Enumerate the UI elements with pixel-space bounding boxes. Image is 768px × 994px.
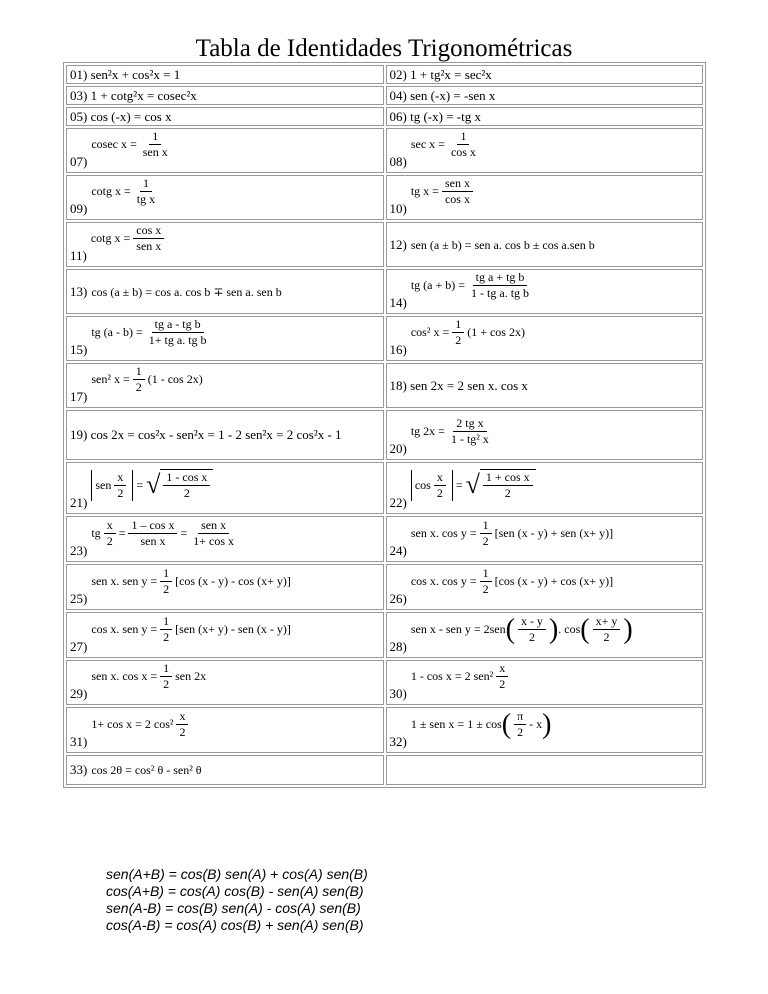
identity-20: 20) tg 2x = $\frac{\text{2 tg x}}{\text{1 - tg² x}}$ [386, 410, 704, 460]
identity-02: 02) 1 + tg²x = sec²x [386, 65, 704, 84]
identity-14: 14) tg (a + b) = $\frac{\text{tg a + tg b}}{\text{1 - tg a. tg b}}$ [386, 269, 704, 314]
note-line: cos(A-B) = cos(A) cos(B) + sen(A) sen(B) [106, 917, 364, 933]
empty-cell [386, 755, 704, 785]
identity-24: 24) sen x. cos y = $\frac{1}{2}$ [sen (x - y) + sen (x+ y)] [386, 516, 704, 562]
note-line: sen(A-B) = cos(B) sen(A) - cos(A) sen(B) [106, 900, 361, 916]
sum-formulas-notes [106, 866, 368, 934]
identity-32: 32) 1 ± sen x = 1 ± cos ( $\frac{\pi}{2}$ - x ) [386, 707, 704, 753]
page-title: Tabla de Identidades Trigonométricas [195, 35, 573, 62]
identity-10: 10) tg x = $\frac{\text{sen x}}{\text{cos x}}$ [386, 175, 704, 220]
identity-16: 16) cos² x = $\frac{1}{2}$ (1 + cos 2x) [386, 316, 704, 361]
identity-07: 07) cosec x = $\frac{1}{\text{sen x}}$ [66, 128, 384, 173]
identity-27: 27) cos x. sen y = $\frac{1}{2}$ [sen (x+ y) - sen (x - y)] [66, 612, 384, 658]
identity-05: 05) cos (-x) = cos x [66, 107, 384, 126]
identity-23: 23) tg $\frac{x}{2}$ = $\frac{\text{1 – cos x}}{\text{sen x}}$ = $\frac{\text{sen x}}{\text{1+ cos x}}$ [66, 516, 384, 562]
identity-01: 01) sen²x + cos²x = 1 [66, 65, 384, 84]
identity-28: 28) sen x - sen y = 2sen ( $\frac{x - y}{2}$ ) . cos ( $\frac{x+ y}{2}$ ) [386, 612, 704, 658]
identity-33: 33) cos 2θ = cos² θ - sen² θ [66, 755, 384, 785]
identity-21: 21) sen $\frac{x}{2}$ = √ $\frac{\text{1 - cos x}}{2}$ [66, 462, 384, 514]
identity-17: 17) sen² x = $\frac{1}{2}$ (1 - cos 2x) [66, 363, 384, 408]
identity-08: 08) sec x = $\frac{1}{\text{cos x}}$ [386, 128, 704, 173]
identity-30: 30) 1 - cos x = 2 sen² $\frac{x}{2}$ [386, 660, 704, 705]
identity-31: 31) 1+ cos x = 2 cos² $\frac{x}{2}$ [66, 707, 384, 753]
identity-09: 09) cotg x = $\frac{1}{\text{tg x}}$ [66, 175, 384, 220]
identity-29: 29) sen x. cos x = $\frac{1}{2}$ sen 2x [66, 660, 384, 705]
identity-11: 11) cotg x = $\frac{\text{cos x}}{\text{sen x}}$ [66, 222, 384, 267]
identity-03: 03) 1 + cotg²x = cosec²x [66, 86, 384, 105]
identity-22: 22) cos $\frac{x}{2}$ = √ $\frac{\text{1 + cos x}}{2}$ [386, 462, 704, 514]
identities-table [63, 62, 706, 788]
note-line: cos(A+B) = cos(A) cos(B) - sen(A) sen(B) [106, 883, 364, 899]
identity-06: 06) tg (-x) = -tg x [386, 107, 704, 126]
identity-26: 26) cos x. cos y = $\frac{1}{2}$ [cos (x - y) + cos (x+ y)] [386, 564, 704, 610]
note-line: sen(A+B) = cos(B) sen(A) + cos(A) sen(B) [106, 866, 368, 882]
identity-04: 04) sen (-x) = -sen x [386, 86, 704, 105]
identity-25: 25) sen x. sen y = $\frac{1}{2}$ [cos (x - y) - cos (x+ y)] [66, 564, 384, 610]
identity-18: 18) sen 2x = 2 sen x. cos x [386, 363, 704, 408]
identity-13: 13) cos (a ± b) = cos a. cos b ∓ sen a. sen b [66, 269, 384, 314]
identity-12: 12) sen (a ± b) = sen a. cos b ± cos a.sen b [386, 222, 704, 267]
identity-19: 19) cos 2x = cos²x - sen²x = 1 - 2 sen²x = 2 cos²x - 1 [66, 410, 384, 460]
identity-15: 15) tg (a - b) = $\frac{\text{tg a - tg b}}{\text{1+ tg a. tg b}}$ [66, 316, 384, 361]
